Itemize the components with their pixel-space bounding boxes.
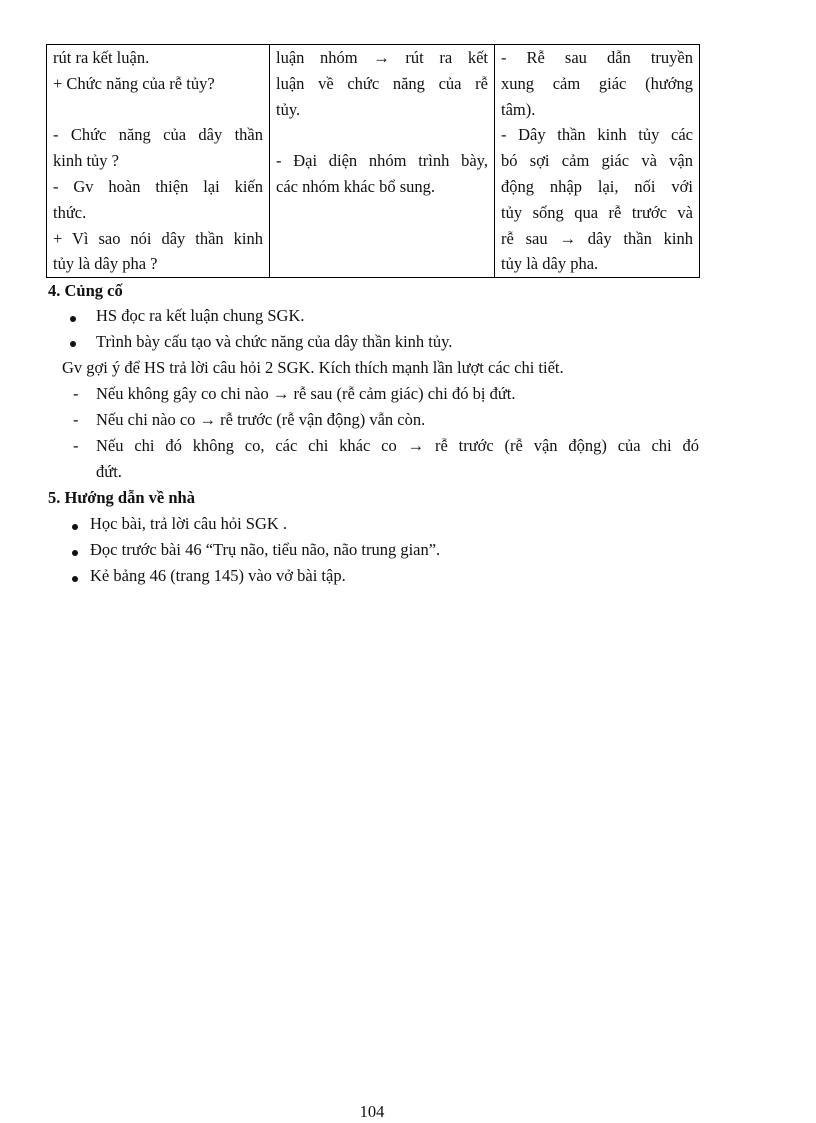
table-cell-line: - Dây thần kinh tủy các <box>501 125 693 145</box>
table-cell-line <box>53 97 263 123</box>
table-cell-line: tủy là dây pha. <box>501 254 599 274</box>
table-cell-line: xung cảm giác (hướng <box>501 73 693 93</box>
table-cell-line: tâm). <box>501 99 536 119</box>
table-cell-line: động nhập lại, nối với <box>501 176 693 196</box>
bullet-icon <box>70 341 76 347</box>
page-number: 104 <box>359 1102 385 1121</box>
table-column-content <box>495 45 699 277</box>
bullet-icon <box>72 524 78 530</box>
dash-marker: - <box>73 384 79 403</box>
table-cell-line: luận về chức năng của rễ <box>276 73 488 93</box>
table-cell-line: tủy. <box>276 99 301 119</box>
table-cell-line: kinh tủy ? <box>53 151 119 171</box>
table-cell-line: tủy sống qua rễ trước và <box>501 202 693 222</box>
list-item: Kẻ bảng 46 (trang 145) vào vở bài tập. <box>90 566 346 585</box>
table-cell-line: - Gv hoàn thiện lại kiến <box>53 176 263 196</box>
list-item: Nếu chi nào co → rễ trước (rễ vận động) vẫn còn. <box>96 410 426 429</box>
table-cell-line: thức. <box>53 202 87 222</box>
list-item: Học bài, trả lời câu hỏi SGK . <box>90 514 288 533</box>
section-5-title: 5. Hướng dẫn về nhà <box>48 488 195 507</box>
table-cell-line: tủy là dây pha ? <box>53 254 158 274</box>
bullet-icon <box>70 316 76 322</box>
bullet-icon <box>72 550 78 556</box>
list-item: HS đọc ra kết luận chung SGK. <box>96 306 305 325</box>
list-item: Đọc trước bài 46 “Trụ não, tiểu não, não trung gian”. <box>90 540 441 559</box>
bullet-icon <box>72 576 78 582</box>
dash-marker: - <box>73 436 79 455</box>
list-item: Nếu không gây co chi nào → rễ sau (rễ cảm giác) chi đó bị đứt. <box>96 384 516 403</box>
list-item: Trình bày cấu tạo và chức năng của dây thần kinh tủy. <box>96 332 453 351</box>
table-cell-line: + Vì sao nói dây thần kinh <box>53 228 263 248</box>
table-cell-line: luận nhóm → rút ra kết <box>276 48 488 67</box>
table-cell-line: rút ra kết luận. <box>53 48 150 67</box>
table-cell-line: - Rễ sau dẫn truyền <box>501 48 693 67</box>
table-column-teacher-activity <box>47 45 270 277</box>
list-item-continuation: đứt. <box>96 462 122 481</box>
table-cell-line: các nhóm khác bổ sung. <box>276 176 435 196</box>
table-cell-line: - Đại diện nhóm trình bày, <box>276 151 488 171</box>
table-cell-line: bó sợi cảm giác và vận <box>501 151 693 171</box>
dash-marker: - <box>73 410 79 429</box>
table-cell-line: rễ sau → dây thần kinh <box>501 228 693 248</box>
section-4-title: 4. Củng cố <box>48 281 123 300</box>
table-cell-line: + Chức năng của rễ tủy? <box>53 73 215 93</box>
teacher-note: Gv gợi ý để HS trả lời câu hỏi 2 SGK. Kích thích mạnh lần lượt các chi tiết. <box>62 358 564 377</box>
lesson-table <box>46 44 700 278</box>
table-column-student-activity <box>270 45 495 277</box>
table-cell-line: - Chức năng của dây thần <box>53 125 263 145</box>
list-item: Nếu chi đó không co, các chi khác co → rễ trước (rễ vận động) của chi đó <box>96 436 699 455</box>
table-cell-line <box>276 122 488 148</box>
